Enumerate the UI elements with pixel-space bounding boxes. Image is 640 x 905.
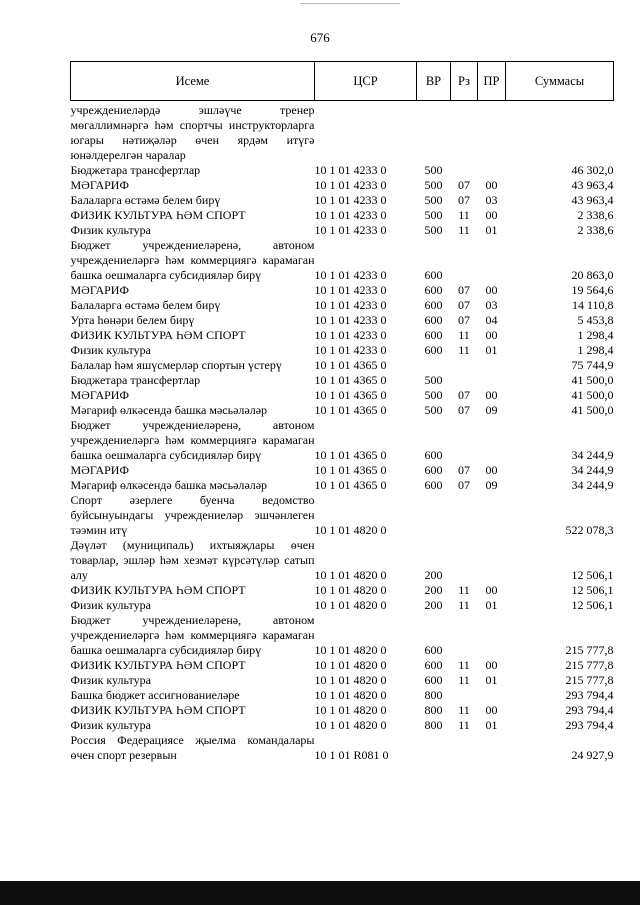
cell-rz bbox=[451, 613, 478, 658]
cell-rz bbox=[451, 538, 478, 583]
cell-name: ФИЗИК КУЛЬТУРА ҺӘМ СПОРТ bbox=[70, 328, 246, 342]
cell-vr: 500 bbox=[424, 388, 443, 402]
cell-pr bbox=[478, 538, 506, 583]
cell-pr: 09 bbox=[485, 403, 498, 417]
cell-vr bbox=[417, 358, 451, 373]
cell-sum: 12 506,1 bbox=[571, 598, 614, 612]
cell-sum: 43 963,4 bbox=[571, 193, 614, 207]
table-row bbox=[71, 283, 614, 298]
table-row bbox=[71, 328, 614, 343]
cell-sum: 43 963,4 bbox=[571, 178, 614, 192]
table-row bbox=[71, 163, 614, 178]
table-row bbox=[71, 418, 614, 463]
cell-csr: 10 1 01 4820 0 bbox=[314, 643, 387, 657]
header-rz: Рз bbox=[451, 62, 478, 101]
cell-rz bbox=[451, 238, 478, 283]
cell-name: ФИЗИК КУЛЬТУРА ҺӘМ СПОРТ bbox=[70, 208, 246, 222]
table-row bbox=[71, 493, 614, 538]
cell-rz: 07 bbox=[458, 298, 470, 312]
cell-name: Балаларга өстәмә белем бирү bbox=[70, 193, 221, 207]
cell-csr: 10 1 01 4820 0 bbox=[314, 673, 387, 687]
table-row bbox=[71, 658, 614, 673]
table-row bbox=[71, 598, 614, 613]
cell-name: Бюджет учреждениеләренә, автоном учреждениеләргә һәм коммерциягә карамаган башка оешмаларга субсидияләр бирү bbox=[70, 613, 315, 657]
cell-vr: 200 bbox=[424, 598, 443, 612]
cell-rz: 07 bbox=[458, 313, 470, 327]
cell-name: Бюджет учреждениеләренә, автоном учреждениеләргә һәм коммерциягә карамаган башка оешмаларга субсидияләр бирү bbox=[70, 238, 315, 282]
cell-name: Мәгариф өлкәсендә башка мәсьәләләр bbox=[70, 403, 268, 417]
cell-csr: 10 1 01 4233 0 bbox=[314, 223, 387, 237]
header-name: Исеме bbox=[71, 62, 315, 101]
cell-vr: 800 bbox=[424, 688, 443, 702]
cell-vr: 500 bbox=[424, 373, 443, 387]
cell-rz: 07 bbox=[458, 193, 470, 207]
cell-sum: 215 777,8 bbox=[565, 658, 614, 672]
table-row bbox=[71, 343, 614, 358]
cell-sum: 293 794,4 bbox=[565, 688, 614, 702]
cell-csr: 10 1 01 4365 0 bbox=[314, 358, 387, 372]
cell-csr: 10 1 01 4820 0 bbox=[314, 703, 387, 717]
cell-pr: 00 bbox=[485, 178, 498, 192]
cell-sum: 34 244,9 bbox=[571, 463, 614, 477]
cell-sum: 293 794,4 bbox=[565, 703, 614, 717]
table-row bbox=[71, 403, 614, 418]
cell-pr bbox=[478, 238, 506, 283]
cell-csr: 10 1 01 4233 0 bbox=[314, 313, 387, 327]
table-body bbox=[71, 101, 614, 764]
table-row bbox=[71, 358, 614, 373]
cell-vr: 600 bbox=[424, 343, 443, 357]
cell-name: Мәгариф өлкәсендә башка мәсьәләләр bbox=[70, 478, 268, 492]
cell-vr bbox=[417, 101, 451, 164]
cell-name: Физик культура bbox=[70, 598, 151, 612]
cell-pr: 01 bbox=[485, 673, 498, 687]
cell-rz bbox=[451, 373, 478, 388]
budget-table bbox=[70, 61, 614, 763]
cell-pr bbox=[478, 733, 506, 763]
table-row bbox=[71, 688, 614, 703]
cell-name: Балаларга өстәмә белем бирү bbox=[70, 298, 221, 312]
cell-csr: 10 1 01 4820 0 bbox=[314, 688, 387, 702]
cell-csr: 10 1 01 4820 0 bbox=[314, 523, 387, 537]
cell-sum: 14 110,8 bbox=[571, 298, 614, 312]
cell-rz: 07 bbox=[458, 463, 470, 477]
cell-name: Физик культура bbox=[70, 343, 151, 357]
scan-bottom-border bbox=[0, 881, 640, 905]
cell-pr: 00 bbox=[485, 283, 498, 297]
table-row bbox=[71, 101, 614, 164]
cell-name: МӘГАРИФ bbox=[70, 463, 129, 477]
cell-name: Бюджет учреждениеләренә, автоном учреждениеләргә һәм коммерциягә карамаган башка оешмаларга субсидияләр бирү bbox=[70, 418, 315, 462]
table-row bbox=[71, 313, 614, 328]
header-sum: Суммасы bbox=[506, 62, 614, 101]
cell-rz: 11 bbox=[458, 583, 470, 597]
cell-pr: 01 bbox=[485, 343, 498, 357]
cell-rz: 07 bbox=[458, 388, 470, 402]
cell-sum: 2 338,6 bbox=[577, 208, 614, 222]
table-row bbox=[71, 478, 614, 493]
table-row bbox=[71, 733, 614, 763]
cell-csr: 10 1 01 4233 0 bbox=[314, 208, 387, 222]
cell-rz: 11 bbox=[458, 658, 470, 672]
cell-csr: 10 1 01 4365 0 bbox=[314, 478, 387, 492]
cell-rz: 11 bbox=[458, 598, 470, 612]
cell-name: Физик культура bbox=[70, 718, 151, 732]
table-row bbox=[71, 208, 614, 223]
cell-name: Спорт әзерлеге буенча ведомство буйсынуындагы учреждениеләр эшчәнлеген тәэмин итү bbox=[70, 493, 315, 537]
cell-rz: 11 bbox=[458, 343, 470, 357]
table-row bbox=[71, 193, 614, 208]
cell-name: Дәүләт (муниципаль) ихтыяҗлары өчен товарлар, эшләр һәм хезмәт күрсәтүләр сатып алу bbox=[70, 538, 315, 582]
cell-vr: 500 bbox=[424, 193, 443, 207]
cell-pr bbox=[478, 613, 506, 658]
cell-pr: 01 bbox=[485, 718, 498, 732]
cell-vr: 200 bbox=[424, 568, 443, 582]
cell-pr bbox=[478, 101, 506, 164]
cell-pr: 01 bbox=[485, 223, 498, 237]
table-row bbox=[71, 673, 614, 688]
cell-vr bbox=[417, 733, 451, 763]
cell-sum bbox=[506, 101, 614, 164]
cell-csr: 10 1 01 4233 0 bbox=[314, 163, 387, 177]
header-vr: ВР bbox=[417, 62, 451, 101]
cell-pr: 00 bbox=[485, 463, 498, 477]
cell-name: Балалар һәм яшүсмерләр спортын үстерү bbox=[70, 358, 282, 372]
cell-vr: 200 bbox=[424, 583, 443, 597]
table-row bbox=[71, 583, 614, 598]
cell-pr: 00 bbox=[485, 703, 498, 717]
cell-csr: 10 1 01 4233 0 bbox=[314, 268, 387, 282]
cell-csr: 10 1 01 4233 0 bbox=[314, 283, 387, 297]
page-number: 676 bbox=[310, 30, 330, 45]
cell-sum: 46 302,0 bbox=[571, 163, 614, 177]
cell-rz: 11 bbox=[458, 703, 470, 717]
cell-name: ФИЗИК КУЛЬТУРА ҺӘМ СПОРТ bbox=[70, 583, 246, 597]
header-csr: ЦСР bbox=[315, 62, 417, 101]
cell-name: МӘГАРИФ bbox=[70, 388, 129, 402]
cell-pr: 04 bbox=[485, 313, 498, 327]
cell-rz: 11 bbox=[458, 673, 470, 687]
cell-csr: 10 1 01 4820 0 bbox=[314, 568, 387, 582]
cell-sum: 2 338,6 bbox=[577, 223, 614, 237]
cell-csr: 10 1 01 4365 0 bbox=[314, 388, 387, 402]
cell-vr: 600 bbox=[424, 283, 443, 297]
cell-sum: 34 244,9 bbox=[571, 448, 614, 462]
cell-name: Физик культура bbox=[70, 673, 151, 687]
cell-sum: 215 777,8 bbox=[565, 673, 614, 687]
cell-rz bbox=[451, 101, 478, 164]
cell-rz bbox=[451, 418, 478, 463]
cell-csr: 10 1 01 4233 0 bbox=[314, 328, 387, 342]
cell-sum: 41 500,0 bbox=[571, 403, 614, 417]
cell-rz: 11 bbox=[458, 223, 470, 237]
cell-csr: 10 1 01 4365 0 bbox=[314, 448, 387, 462]
cell-rz bbox=[451, 358, 478, 373]
cell-sum: 19 564,6 bbox=[571, 283, 614, 297]
cell-name: МӘГАРИФ bbox=[70, 283, 129, 297]
cell-pr bbox=[478, 373, 506, 388]
cell-vr: 800 bbox=[424, 718, 443, 732]
cell-csr: 10 1 01 4365 0 bbox=[314, 403, 387, 417]
cell-pr: 09 bbox=[485, 478, 498, 492]
cell-csr: 10 1 01 4820 0 bbox=[314, 658, 387, 672]
cell-pr: 01 bbox=[485, 598, 498, 612]
cell-csr: 10 1 01 4233 0 bbox=[314, 343, 387, 357]
cell-vr: 500 bbox=[424, 208, 443, 222]
cell-vr: 600 bbox=[424, 673, 443, 687]
cell-vr: 600 bbox=[424, 658, 443, 672]
cell-name: ФИЗИК КУЛЬТУРА ҺӘМ СПОРТ bbox=[70, 658, 246, 672]
cell-pr: 00 bbox=[485, 388, 498, 402]
cell-vr: 600 bbox=[424, 643, 443, 657]
cell-sum: 75 744,9 bbox=[571, 358, 614, 372]
cell-vr: 600 bbox=[424, 478, 443, 492]
cell-rz: 11 bbox=[458, 208, 470, 222]
table-row bbox=[71, 388, 614, 403]
cell-vr: 500 bbox=[424, 163, 443, 177]
cell-csr: 10 1 01 4233 0 bbox=[314, 178, 387, 192]
cell-vr: 800 bbox=[424, 703, 443, 717]
cell-name: Физик культура bbox=[70, 223, 151, 237]
cell-vr bbox=[417, 493, 451, 538]
cell-rz bbox=[451, 733, 478, 763]
cell-vr: 600 bbox=[424, 298, 443, 312]
cell-pr bbox=[478, 493, 506, 538]
cell-pr: 00 bbox=[485, 208, 498, 222]
cell-rz bbox=[451, 163, 478, 178]
cell-name: Башка бюджет ассигнованиеләре bbox=[70, 688, 240, 702]
cell-csr: 10 1 01 4233 0 bbox=[314, 193, 387, 207]
cell-name: Урта һөнәри белем бирү bbox=[70, 313, 195, 327]
table-row bbox=[71, 223, 614, 238]
cell-pr: 00 bbox=[485, 583, 498, 597]
table-row bbox=[71, 613, 614, 658]
cell-vr: 500 bbox=[424, 223, 443, 237]
table-row bbox=[71, 538, 614, 583]
cell-vr: 600 bbox=[424, 328, 443, 342]
cell-vr: 500 bbox=[424, 403, 443, 417]
table-row bbox=[71, 373, 614, 388]
table-row bbox=[71, 238, 614, 283]
table-row bbox=[71, 703, 614, 718]
cell-csr: 10 1 01 4820 0 bbox=[314, 583, 387, 597]
cell-csr: 10 1 01 4365 0 bbox=[314, 373, 387, 387]
cell-csr: 10 1 01 R081 0 bbox=[314, 748, 389, 762]
cell-sum: 1 298,4 bbox=[577, 328, 614, 342]
cell-rz: 07 bbox=[458, 478, 470, 492]
cell-rz: 11 bbox=[458, 718, 470, 732]
cell-vr: 600 bbox=[424, 313, 443, 327]
cell-sum: 24 927,9 bbox=[571, 748, 614, 762]
cell-pr bbox=[478, 358, 506, 373]
cell-rz: 07 bbox=[458, 283, 470, 297]
cell-sum: 215 777,8 bbox=[565, 643, 614, 657]
cell-csr: 10 1 01 4820 0 bbox=[314, 718, 387, 732]
cell-pr: 00 bbox=[485, 658, 498, 672]
cell-vr: 600 bbox=[424, 463, 443, 477]
cell-rz: 07 bbox=[458, 178, 470, 192]
cell-sum: 41 500,0 bbox=[571, 373, 614, 387]
cell-pr bbox=[478, 163, 506, 178]
cell-sum: 5 453,8 bbox=[577, 313, 614, 327]
cell-name: учреждениеләрдә эшләүче тренер мөгаллимнәргә һәм спортчы инструкторларга югары нәтиҗәләр өчен ярдәм итүгә юнәлдерелгән чаралар bbox=[70, 103, 315, 162]
table-row bbox=[71, 298, 614, 313]
cell-vr: 500 bbox=[424, 178, 443, 192]
cell-csr: 10 1 01 4820 0 bbox=[314, 598, 387, 612]
header-pr: ПР bbox=[478, 62, 506, 101]
cell-rz: 11 bbox=[458, 328, 470, 342]
cell-vr: 600 bbox=[424, 448, 443, 462]
cell-rz bbox=[451, 493, 478, 538]
scan-top-marks bbox=[300, 0, 400, 4]
cell-sum: 12 506,1 bbox=[571, 568, 614, 582]
cell-rz bbox=[451, 688, 478, 703]
cell-sum: 12 506,1 bbox=[571, 583, 614, 597]
cell-pr bbox=[478, 418, 506, 463]
cell-sum: 1 298,4 bbox=[577, 343, 614, 357]
table-row bbox=[71, 463, 614, 478]
table-row bbox=[71, 178, 614, 193]
cell-name: ФИЗИК КУЛЬТУРА ҺӘМ СПОРТ bbox=[70, 703, 246, 717]
table-header-row bbox=[71, 62, 614, 101]
cell-name: Бюджетара трансфертлар bbox=[70, 373, 201, 387]
cell-rz: 07 bbox=[458, 403, 470, 417]
cell-name: Бюджетара трансфертлар bbox=[70, 163, 201, 177]
cell-name: МӘГАРИФ bbox=[70, 178, 129, 192]
cell-sum: 522 078,3 bbox=[565, 523, 614, 537]
cell-vr: 600 bbox=[424, 268, 443, 282]
cell-pr bbox=[478, 688, 506, 703]
cell-sum: 293 794,4 bbox=[565, 718, 614, 732]
cell-sum: 34 244,9 bbox=[571, 478, 614, 492]
cell-pr: 00 bbox=[485, 328, 498, 342]
cell-csr: 10 1 01 4365 0 bbox=[314, 463, 387, 477]
cell-sum: 41 500,0 bbox=[571, 388, 614, 402]
cell-pr: 03 bbox=[485, 298, 498, 312]
cell-pr: 03 bbox=[485, 193, 498, 207]
cell-sum: 20 863,0 bbox=[571, 268, 614, 282]
cell-csr bbox=[315, 101, 417, 164]
cell-name: Россия Федерациясе җыелма командалары өчен спорт резервын bbox=[70, 733, 315, 762]
cell-csr: 10 1 01 4233 0 bbox=[314, 298, 387, 312]
table-row bbox=[71, 718, 614, 733]
